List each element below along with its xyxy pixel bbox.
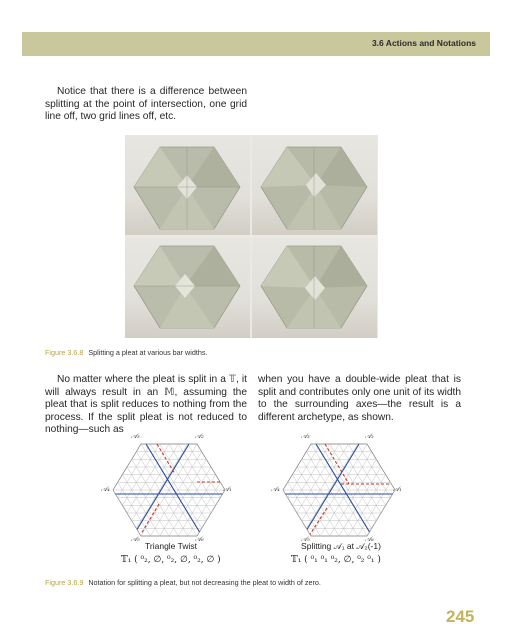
figure-caption-1: [45, 348, 207, 357]
body-paragraph-1: Notice that there is a difference between splitting at the point of intersection, one grid line off, two grid lines off, etc.: [45, 86, 247, 123]
triangle-twist-diagram: [101, 432, 232, 543]
origami-photo-4: [252, 238, 377, 338]
origami-photo-1: [125, 135, 250, 235]
folded-hexagon-image: [252, 238, 377, 338]
folded-hexagon-image: [125, 238, 250, 338]
axis-label: 𝒜₆: [365, 535, 374, 543]
origami-photo-3: [125, 238, 250, 338]
figure-number: Figure 3.6.9: [45, 578, 84, 587]
axis-label: 𝒜₃: [131, 432, 140, 440]
figure-caption-text: Notation for splitting a pleat, but not decreasing the pleat to width of zero.: [88, 578, 321, 587]
axis-label: 𝒜₃: [301, 432, 310, 440]
axis-label: 𝒜₅: [131, 535, 140, 543]
notation-right: 𝕋₁ ( ⁰₁ ⁰₁ ⁰₂, ∅, ⁰₂ ⁰₁ ): [291, 555, 381, 565]
section-title: 3.6 Actions and Notations: [371, 38, 476, 48]
diagram-title-right: Splitting 𝒜₁ at 𝒜₂(-1): [301, 541, 381, 551]
folded-hexagon-image: [125, 135, 250, 235]
axis-label: 𝒜₂: [195, 432, 204, 440]
axis-label: 𝒜₄: [101, 485, 110, 493]
figure-caption-2: [45, 578, 321, 587]
axis-label: 𝒜₄: [271, 485, 280, 493]
axis-label: 𝒜₁: [223, 485, 232, 493]
origami-photo-grid: [125, 135, 378, 338]
body-paragraph-2: No matter where the pleat is split in a 𝕋, it will always result in an 𝕄, assuming the pleat that is split reduces to nothing from the process. If the split pleat is not reduced to nothing—such as: [45, 374, 247, 436]
figure-number: Figure 3.6.8: [45, 348, 84, 357]
axis-label: 𝒜₁: [393, 485, 402, 493]
running-header: [22, 32, 490, 56]
diagram-title-left: Triangle Twist: [145, 541, 197, 551]
folded-hexagon-image: [252, 135, 377, 235]
splitting-diagram: [271, 432, 402, 543]
axis-label: 𝒜₅: [301, 535, 310, 543]
origami-photo-2: [252, 135, 377, 235]
body-paragraph-3: when you have a double-wide pleat that is split and contributes only one unit of its width to the surrounding axes—the result is a different archetype, as shown.: [258, 374, 461, 423]
page-number: 245: [446, 607, 475, 626]
hex-grid-diagram: [109, 438, 229, 542]
figure-caption-text: Splitting a pleat at various bar widths.: [88, 348, 208, 357]
axis-label: 𝒜₂: [365, 432, 374, 440]
hex-grid-diagram: [279, 438, 399, 542]
axis-label: 𝒜₆: [195, 535, 204, 543]
notation-left: 𝕋₁ ( ⁰₂, ∅, ⁰₂, ∅, ⁰₂, ∅ ): [121, 555, 221, 565]
